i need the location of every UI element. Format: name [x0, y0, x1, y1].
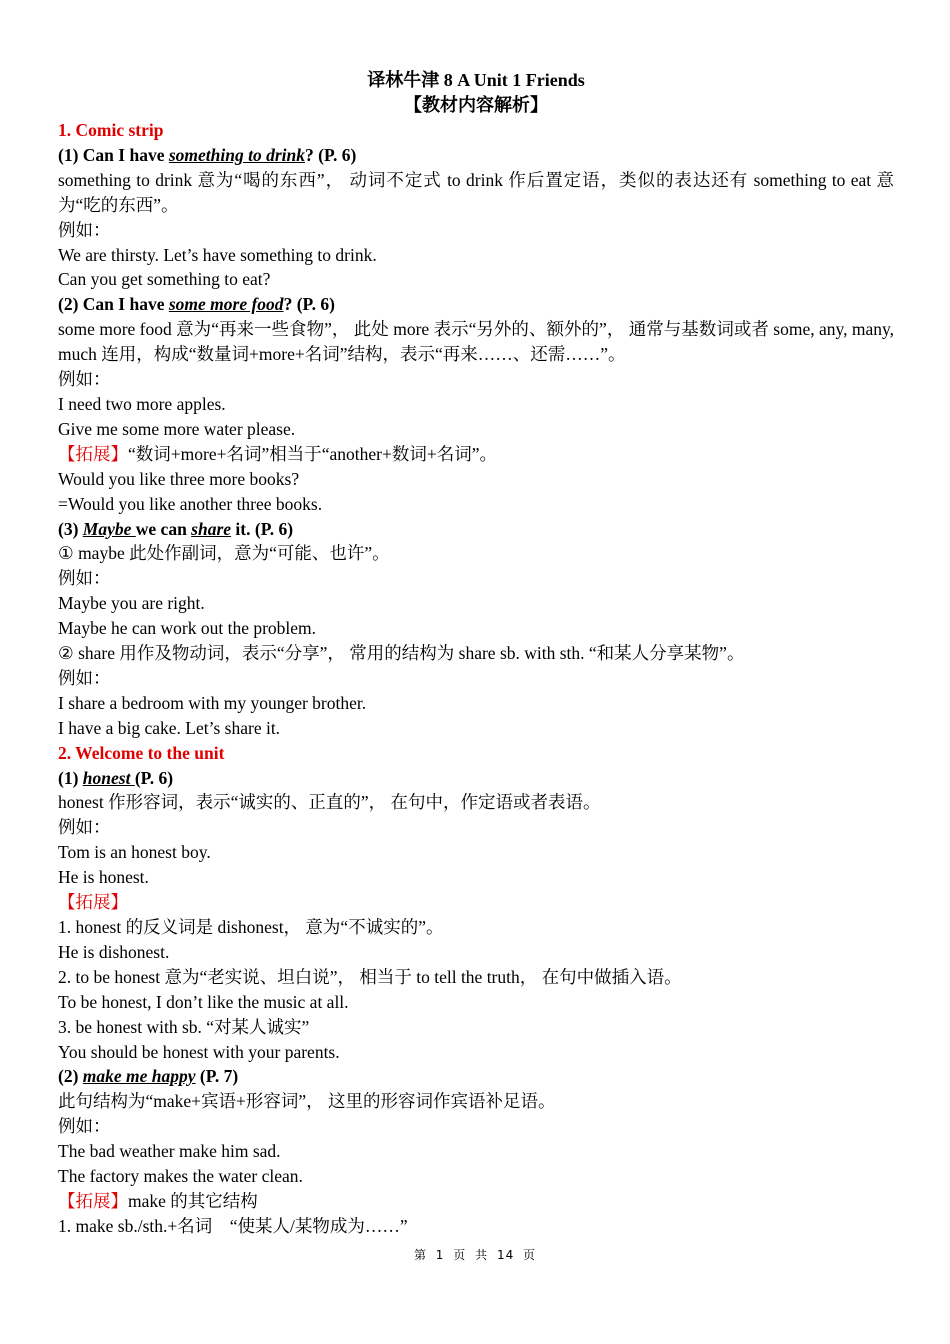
q-keyword: honest	[82, 767, 135, 788]
example-sentence: I share a bedroom with my younger brother.	[58, 692, 367, 713]
extension-point: 1. honest 的反义词是 dishonest， 意为“不诚实的”。	[58, 917, 444, 937]
q-keyword: share	[191, 518, 232, 539]
example-sentence: To be honest, I don’t like the music at all.	[58, 991, 349, 1012]
example-sentence: He is honest.	[58, 867, 149, 888]
page-total: 14	[496, 1248, 515, 1262]
q-suffix: ? (P. 6)	[283, 294, 335, 315]
example-sentence: Maybe you are right.	[58, 593, 205, 614]
q-middle: we can	[135, 518, 192, 539]
example-sentence: =Would you like another three books.	[58, 493, 323, 514]
question-1-heading	[58, 766, 894, 791]
example-sentence: You should be honest with your parents.	[58, 1041, 340, 1062]
footer-text: 共	[475, 1248, 489, 1262]
q-prefix: (1) Can I have	[58, 144, 169, 165]
q-keyword: something to drink	[168, 144, 305, 165]
example-sentence: Maybe he can work out the problem.	[58, 618, 317, 639]
q-keyword: some more food	[168, 294, 284, 315]
example-sentence: He is dishonest.	[58, 941, 170, 962]
question-2-heading	[58, 292, 894, 317]
example-sentence: Would you like three more books?	[58, 468, 300, 489]
example-label: 例如：	[58, 568, 111, 589]
extension-tag: 【拓展】	[58, 443, 128, 464]
extension-point: 2. to be honest 意为“老实说、坦白说”， 相当于 to tell the truth， 在句中做插入语。	[58, 966, 682, 987]
extension-note	[58, 442, 894, 467]
page-number: 1	[435, 1248, 445, 1262]
explanation-point: ② share 用作及物动词，表示“分享”， 常用的结构为 share sb. with sth. “和某人分享某物”。	[58, 643, 745, 664]
extension-point: 1. make sb./sth.+名词 “使某人/某物成为……”	[58, 1215, 408, 1236]
extension-text: make 的其它结构	[128, 1190, 258, 1211]
example-label: 例如：	[58, 219, 111, 240]
example-label: 例如：	[58, 817, 111, 838]
q-suffix: (P. 7)	[195, 1066, 239, 1087]
example-sentence: Tom is an honest boy.	[58, 842, 211, 863]
example-sentence: The factory makes the water clean.	[58, 1166, 303, 1187]
extension-text: “数词+more+名词”相当于“another+数词+名词”。	[128, 443, 497, 464]
footer-text: 第	[413, 1248, 427, 1262]
footer-text: 页	[453, 1248, 467, 1262]
example-label: 例如：	[58, 1116, 111, 1137]
q-prefix: (1)	[58, 767, 83, 788]
example-sentence: I need two more apples.	[58, 393, 226, 414]
q-prefix: (3)	[58, 518, 83, 539]
q-keyword: make me happy	[82, 1066, 196, 1087]
q-suffix: ? (P. 6)	[305, 144, 357, 165]
example-label: 例如：	[58, 369, 111, 390]
question-2-heading	[58, 1064, 894, 1089]
q-prefix: (2)	[58, 1066, 83, 1087]
q-keyword: Maybe	[82, 518, 136, 539]
extension-tag: 【拓展】	[58, 1190, 128, 1211]
section-heading-comic-strip: 1. Comic strip	[58, 120, 164, 140]
document-title: 译林牛津 8 A Unit 1 Friends	[367, 70, 585, 90]
example-sentence: Give me some more water please.	[58, 418, 296, 439]
footer-text: 页	[523, 1248, 537, 1262]
q-prefix: (2) Can I have	[58, 294, 169, 315]
q-suffix: (P. 6)	[134, 767, 174, 788]
example-sentence: The bad weather make him sad.	[58, 1141, 281, 1162]
explanation-paragraph: something to drink 意为“喝的东西”， 动词不定式 to drink 作后置定语，类似的表达还有 something to eat 意为“吃的东西”。	[58, 169, 894, 215]
extension-note	[58, 1189, 894, 1214]
section-heading-welcome: 2. Welcome to the unit	[58, 742, 225, 763]
document-subtitle: 【教材内容解析】	[404, 95, 548, 115]
example-sentence: I have a big cake. Let’s share it.	[58, 717, 281, 738]
question-1-heading	[58, 143, 894, 168]
explanation-paragraph: some more food 意为“再来一些食物”， 此处 more 表示“另外的、额外的”， 通常与基数词或者 some, any, many, much 连用，构成“数量词+more+名词”结构，表示“再来……、还需……”。	[58, 319, 894, 365]
explanation-point: ① maybe 此处作副词，意为“可能、也许”。	[58, 543, 390, 564]
example-sentence: We are thirsty. Let’s have something to drink.	[58, 244, 377, 265]
example-sentence: Can you get something to eat?	[58, 269, 271, 290]
explanation-paragraph: honest 作形容词，表示“诚实的、正直的”， 在句中，作定语或者表语。	[58, 792, 601, 813]
document-page	[58, 68, 894, 1239]
extension-point: 3. be honest with sb. “对某人诚实”	[58, 1016, 310, 1037]
extension-tag: 【拓展】	[58, 892, 128, 913]
page-footer	[0, 1246, 950, 1263]
question-3-heading	[58, 517, 894, 542]
explanation-paragraph: 此句结构为“make+宾语+形容词”， 这里的形容词作宾语补足语。	[58, 1091, 556, 1112]
q-suffix: it. (P. 6)	[231, 518, 294, 539]
example-label: 例如：	[58, 667, 111, 688]
